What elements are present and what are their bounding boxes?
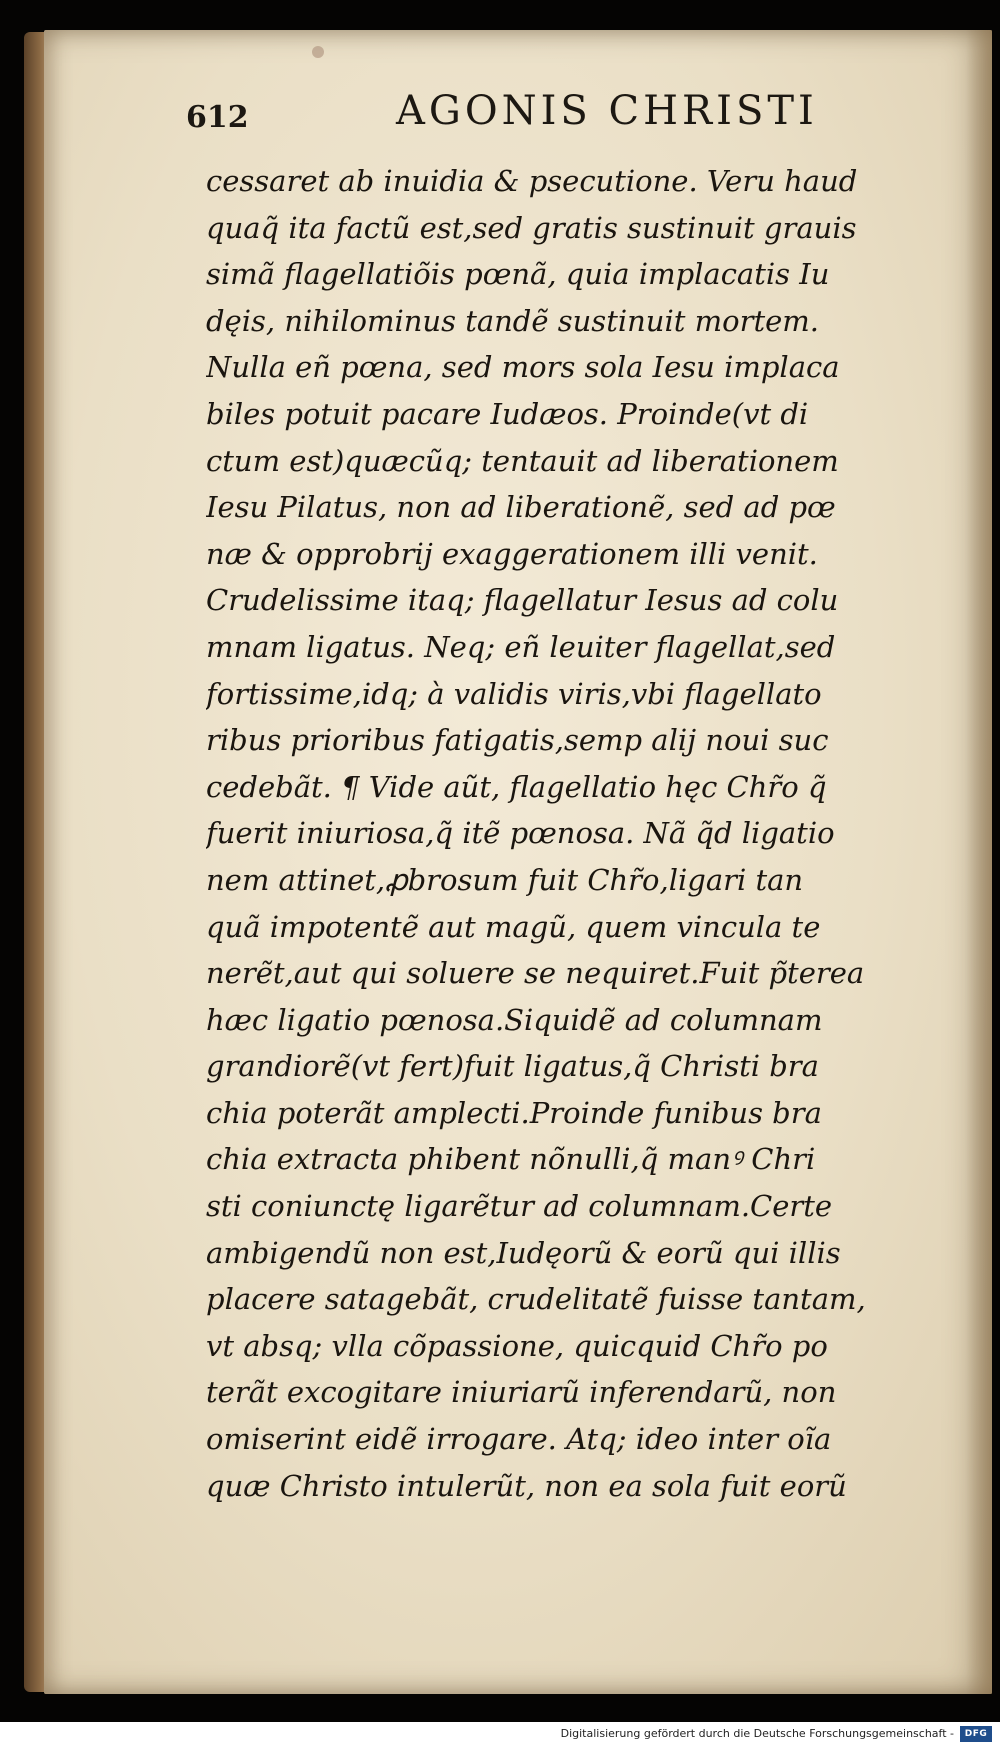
text-line: quæ Christo intulerũt, non ea sola fuit eorũ [206, 1468, 847, 1503]
text-line: ambigendũ non est,Iudęorũ & eorũ qui illis [206, 1235, 841, 1270]
text-line: nem attinet,ꝓbrosum fuit Chr̃o,ligari tan [206, 862, 804, 897]
text-line: omiserint eidẽ irrogare. Atq; ideo inter oĩa [206, 1422, 832, 1457]
text-line: fuerit iniuriosa,q̃ itẽ pœnosa. Nã q̃d ligatio [206, 816, 835, 851]
text-line: ctum est)quæcũq; tentauit ad liberationem [206, 443, 839, 478]
page-header [186, 88, 876, 148]
text-line: cedebãt. ¶ Vide aũt, flagellatio hęc Chr̃o q̃ [206, 769, 827, 804]
text-line: quaq̃ ita factũ est,sed gratis sustinuit grauis [206, 210, 857, 245]
text-line: hæc ligatio pœnosa.Siquidẽ ad columnam [206, 1002, 823, 1037]
text-line: placere satagebãt, crudelitatẽ fuisse tantam, [206, 1282, 866, 1317]
text-line: vt absq; vlla cõpassione, quicquid Chr̃o po [206, 1328, 828, 1363]
text-line: terãt excogitare iniuriarũ inferendarũ, non [206, 1375, 837, 1410]
paper-stain [312, 46, 324, 58]
text-line: nerẽt,aut qui soluere se nequiret.Fuit p̃terea [206, 956, 865, 991]
text-line: ribus prioribus fatigatis,semp alij noui suc [206, 723, 829, 758]
text-line: quã impotentẽ aut magũ, quem vincula te [206, 909, 821, 944]
text-line: simã flagellatiõis pœnã, quia implacatis Iu [206, 257, 830, 292]
text-line: cessaret ab inuidia & psecutione. Veru haud [206, 164, 858, 198]
text-line: grandiorẽ(vt fert)fuit ligatus,q̃ Christi bra [206, 1049, 819, 1084]
text-line: næ & opprobrij exaggerationem illi venit. [206, 536, 818, 571]
body-text [206, 158, 896, 1509]
text-line: Crudelissime itaq; flagellatur Iesus ad colu [206, 583, 839, 618]
running-head: AGONIS CHRISTI [396, 88, 818, 134]
text-line: chia poterãt amplecti.Proinde funibus bra [206, 1095, 822, 1130]
text-line: dęis, nihilominus tandẽ sustinuit mortem. [206, 303, 819, 338]
page-shadow-edge [966, 30, 992, 1694]
text-line: Nulla eñ pœna, sed mors sola Iesu implaca [206, 350, 840, 385]
funding-credit: Digitalisierung gefördert durch die Deutsche Forschungsgemeinschaft - [560, 1727, 954, 1740]
dfg-logo-icon: DFG [960, 1726, 992, 1742]
text-line: mnam ligatus. Neq; eñ leuiter flagellat,sed [206, 629, 836, 664]
page-number: 612 [186, 100, 249, 135]
text-line: biles potuit pacare Iudæos. Proinde(vt di [206, 396, 809, 431]
digitization-footer [0, 1722, 1000, 1747]
text-line: Iesu Pilatus, non ad liberationẽ, sed ad pœ [206, 490, 836, 525]
text-line: chia extracta phibent nõnulli,q̃ manꝰ Chri [206, 1142, 816, 1177]
text-line: fortissime,idq; à validis viris,vbi flagellato [206, 676, 822, 711]
text-line: sti coniunctę ligarẽtur ad columnam.Certe [206, 1189, 833, 1224]
